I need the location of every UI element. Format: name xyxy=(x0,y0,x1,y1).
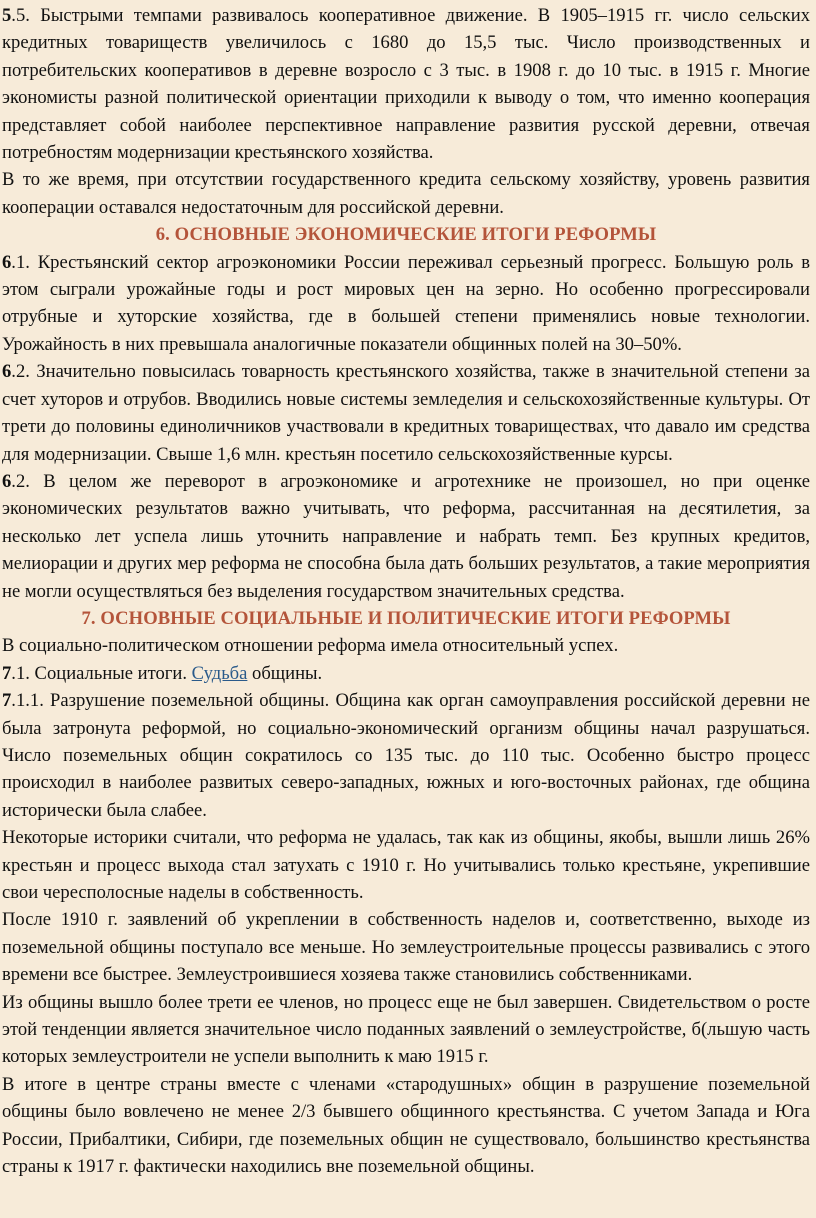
section-heading-7: 7. ОСНОВНЫЕ СОЦИАЛЬНЫЕ И ПОЛИТИЧЕСКИЕ ИТОГИ РЕФОРМЫ xyxy=(81,607,731,629)
paragraph-6-1 xyxy=(2,249,810,359)
paragraph-5-5 xyxy=(2,2,810,166)
section-number: 7 xyxy=(2,662,12,684)
section-number: 6 xyxy=(2,470,12,492)
paragraph-text: .1. Социальные итоги. xyxy=(11,662,192,684)
paragraph-historians: Некоторые историки считали, что реформа не удалась, так как из общины, якобы, вышли лишь 26% крестьян и процесс выхода стал затухать с 1910 г. Но учитывались только крестьяне, укрепившие свои чересполосные наделы в собственность. xyxy=(2,827,810,903)
paragraph-text: .2. В целом же переворот в агроэкономике и агротехнике не произошел, но при оценке экономических результатов важно учитывать, что реформа, рассчитанная на десятилетия, за несколько лет успела лишь уточнить направление и набрать темп. Без крупных кредитов, мелиорации и других мер реформа не способна была дать больших результатов, а такие мероприятия не могли осуществляться без выделения государством значительных средства. xyxy=(2,470,810,602)
paragraph-text: .2. Значительно повысилась товарность крестьянского хозяйства, также в значительной степени за счет хуторов и отрубов. Вводились новые системы земледелия и сельскохозяйственные культуры. От трети до половины единоличников участвовали в кредитных товариществах, что давало им средства для модернизации. Свыше 1,6 млн. крестьян посетило сельскохозяйственные курсы. xyxy=(2,361,810,465)
paragraph-7-1-1 xyxy=(2,687,810,824)
section-number: 6 xyxy=(2,361,12,383)
paragraph-total: В итоге в центре страны вместе с членами «стародушных» общин в разрушение поземельной общины было вовлечено не менее 2/3 бывшего общинного крестьянства. С учетом Запада и Юга России, Прибалтики, Сибири, где поземельных общин не существовало, большинство крестьянства страны к 1917 г. фактически находились вне поземельной общины. xyxy=(2,1073,810,1178)
section-number: 5 xyxy=(2,5,12,26)
paragraph-7-intro: В социально-политическом отношении реформа имела относительный успех. xyxy=(2,635,619,657)
section-number: 6 xyxy=(2,251,12,273)
paragraph-third: Из общины вышло более трети ее членов, но процесс еще не был завершен. Свидетельством о росте этой тенденции является значительное число поданных заявлений о землеустройстве, б(льшую часть которых землеустроители не успели выполнить к маю 1915 г. xyxy=(2,991,810,1068)
paragraph-text: .1. Крестьянский сектор агроэкономики России переживал серьезный прогресс. Большую роль в этом сыграли урожайные годы и рост мировых цен на зерно. Но особенно прогрессировали отрубные и хуторские хозяйства, где в большей степени применялись новые технологии. Урожайность в них превышала аналогичные показатели общинных полей на 30–50%. xyxy=(2,251,810,355)
paragraph-text: .1.1. Разрушение поземельной общины. Община как орган самоуправления российской деревни не была затронута реформой, но социально-экономический организм общины начал разрушаться. Число поземельных общин сократилось со 135 тыс. до 110 тыс. Особенно быстро процесс происходил в наиболее развитых северо-западных, южных и юго-восточных районах, где община исторически была слабее. xyxy=(2,690,810,821)
paragraph-after-1910: После 1910 г. заявлений об укреплении в собственность наделов и, соответственно, выходе из поземельной общины поступало все меньше. Но землеустроительные процессы развивались с этого времени все быстрее. Землеустроившиеся хозяева также становились собственниками. xyxy=(2,909,810,986)
paragraph-6-2-b xyxy=(2,468,810,605)
paragraph-text: .5. Быстрыми темпами развивалось кооперативное движение. В 1905–1915 гг. число сельских кредитных товариществ увеличилось с 1680 до 15,5 тыс. Число производственных и потребительских кооперативов в деревне возросло с 3 тыс. в 1908 г. до 10 тыс. в 1915 г. Многие экономисты разной политической ориентации приходили к выводу о том, что именно кооперация представляет собой наиболее перспективное направление развития русской деревни, отвечая потребностям модернизации крестьянского хозяйства. xyxy=(2,5,810,164)
link-sudba[interactable]: Судьба xyxy=(191,662,248,684)
paragraph-credit: В то же время, при отсутствии государственного кредита сельскому хозяйству, уровень развития кооперации оставался недостаточным для российской деревни. xyxy=(2,169,810,218)
section-heading-6: 6. ОСНОВНЫЕ ЭКОНОМИЧЕСКИЕ ИТОГИ РЕФОРМЫ xyxy=(155,224,657,246)
paragraph-7-1 xyxy=(2,660,810,687)
paragraph-6-2 xyxy=(2,358,810,468)
section-number: 7 xyxy=(2,690,12,712)
paragraph-text: общины. xyxy=(247,662,323,684)
